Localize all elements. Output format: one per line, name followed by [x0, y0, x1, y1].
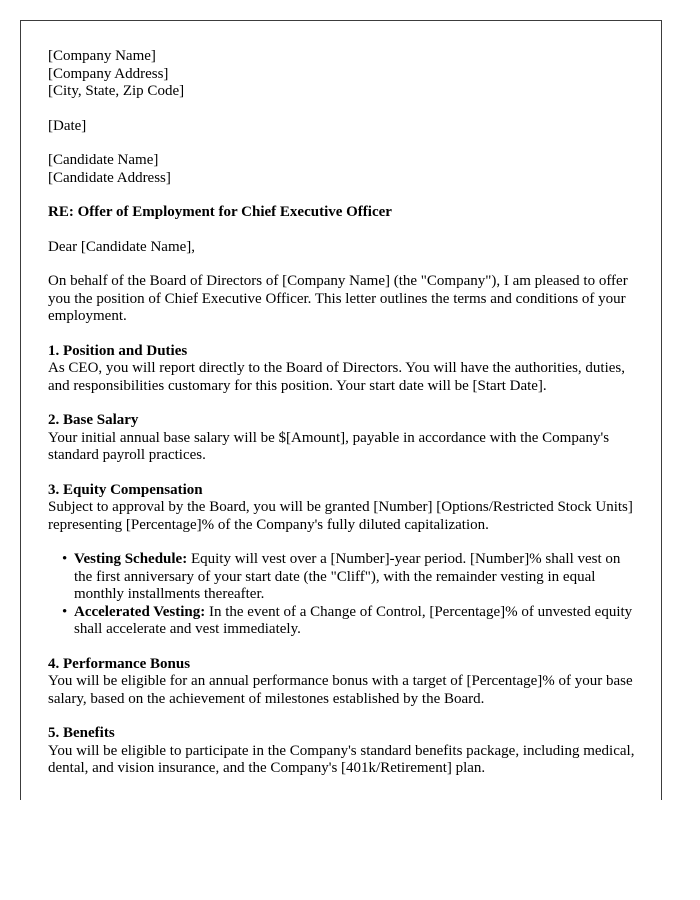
candidate-address-block: [48, 152, 637, 187]
section-benefits: [48, 725, 637, 778]
letter-page: [20, 20, 662, 800]
candidate-address-line: [Candidate Address]: [48, 169, 171, 186]
section-heading: 4. Performance Bonus: [48, 655, 191, 672]
section-equity-compensation: [48, 482, 637, 535]
date-line: [Date]: [48, 117, 87, 134]
company-address-line: [Company Address]: [48, 65, 169, 82]
section-heading: 3. Equity Compensation: [48, 481, 203, 498]
section-heading: 1. Position and Duties: [48, 342, 188, 359]
candidate-name-line: [Candidate Name]: [48, 152, 159, 168]
section-heading: 5. Benefits: [48, 725, 115, 741]
salutation: Dear [Candidate Name],: [48, 238, 196, 255]
bullet-text: Equity will vest over a [Number]-year period. [Number]% shall vest on the first anniversary of your start date (the "Cliff"), with the remainder vesting in equal monthly installments thereafter.: [74, 551, 621, 602]
intro-paragraph: On behalf of the Board of Directors of [Company Name] (the "Company"), I am pleased to offer you the position of Chief Executive Officer. This letter outlines the terms and conditions of your employment.: [48, 273, 628, 324]
bullet-text: In the event of a Change of Control, [Percentage]% of unvested equity shall accelerate and vest immediately.: [74, 603, 633, 637]
company-name-line: [Company Name]: [48, 48, 156, 64]
bullet-item-vesting-schedule: [74, 551, 637, 604]
bullet-label: Accelerated Vesting:: [74, 603, 206, 620]
section-heading: 2. Base Salary: [48, 412, 139, 428]
section-body: Your initial annual base salary will be $[Amount], payable in accordance with the Company's standard payroll practices.: [48, 429, 610, 463]
section-body: You will be eligible for an annual performance bonus with a target of [Percentage]% of your base salary, based on the achievement of milestones established by the Board.: [48, 673, 633, 707]
bullet-item-accelerated-vesting: [74, 604, 637, 639]
section-body: You will be eligible to participate in the Company's standard benefits package, including medical, dental, and vision insurance, and the Company's [401k/Retirement] plan.: [48, 742, 635, 776]
company-address-block: [48, 48, 637, 101]
company-city-state-zip-line: [City, State, Zip Code]: [48, 83, 185, 99]
section-body: Subject to approval by the Board, you will be granted [Number] [Options/Restricted Stock Units] representing [Percentage]% of the Company's fully diluted capitalization.: [48, 499, 633, 533]
bullet-label: Vesting Schedule:: [74, 551, 188, 567]
section-position-and-duties: [48, 343, 637, 396]
section-body: As CEO, you will report directly to the Board of Directors. You will have the authorities, duties, and responsibilities customary for this position. Your start date will be [Start Date].: [48, 360, 625, 394]
section-base-salary: [48, 412, 637, 465]
equity-bullet-list: [48, 551, 637, 639]
subject-line: RE: Offer of Employment for Chief Executive Officer: [48, 204, 392, 220]
section-performance-bonus: [48, 656, 637, 709]
